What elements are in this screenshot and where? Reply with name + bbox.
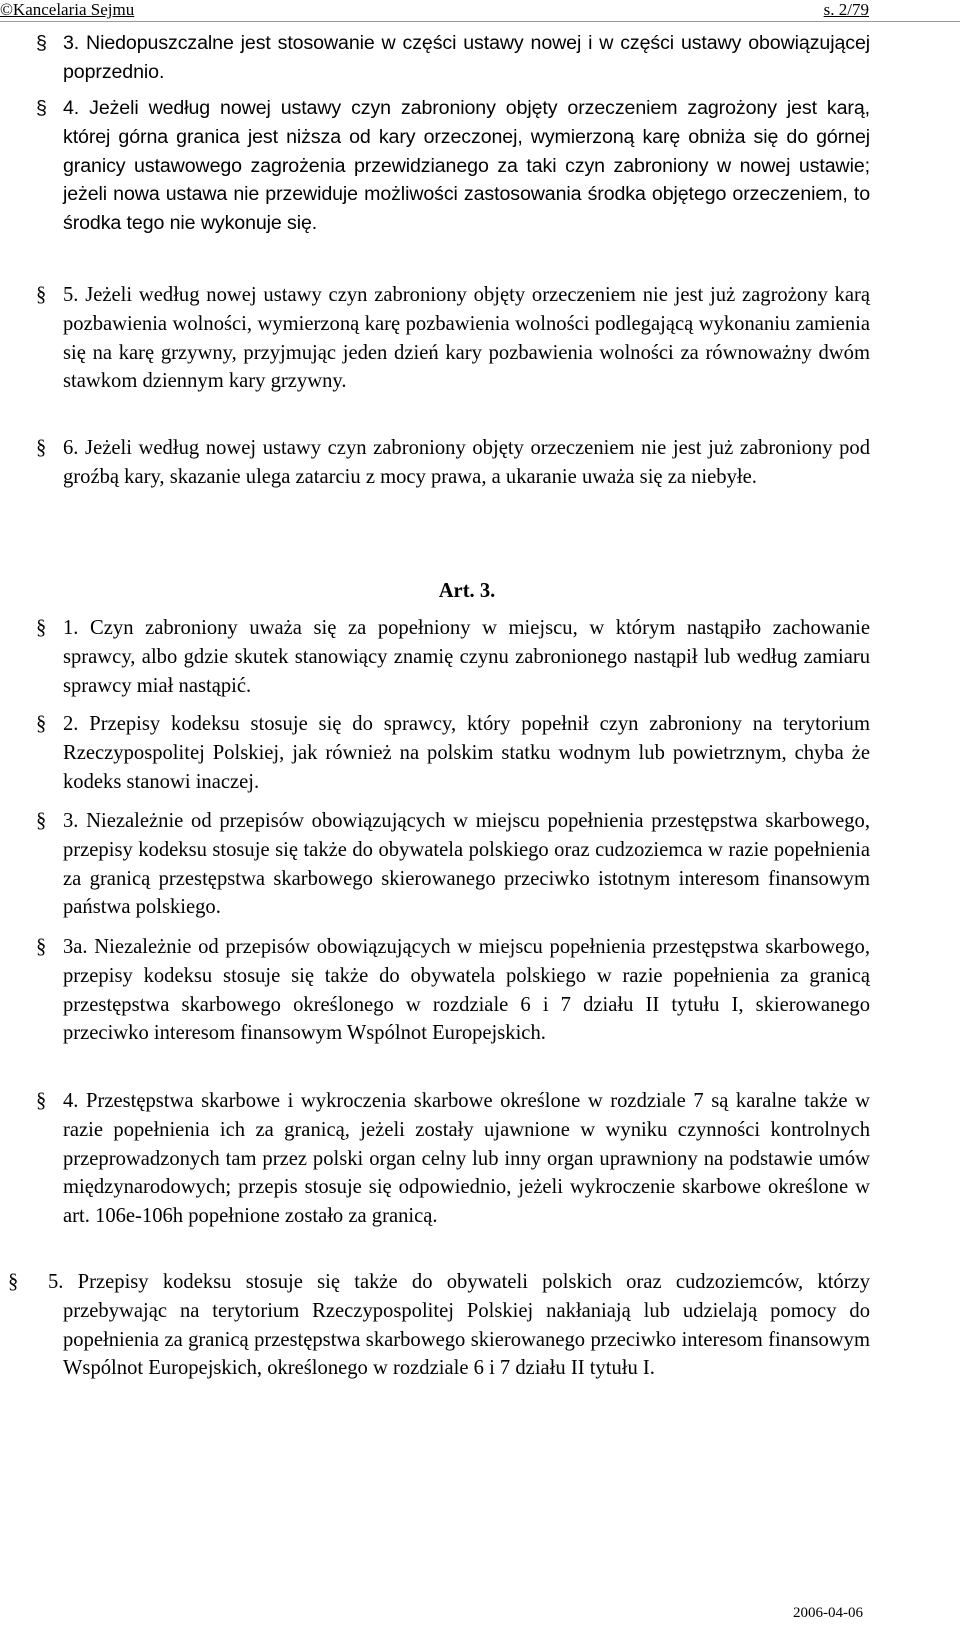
paragraph-2-4 — [36, 94, 870, 238]
paragraph-text: 3. Niedopuszczalne jest stosowanie w części ustawy nowej i w części ustawy obowiązującej poprzednio. — [63, 32, 870, 83]
article-heading: Art. 3. — [438, 580, 496, 602]
paragraph-2-5 — [36, 281, 870, 396]
header-source — [0, 0, 134, 20]
paragraph-3-5 — [8, 1268, 870, 1383]
section-mark: § — [36, 713, 47, 735]
page-number-text: s. 2/79 — [823, 0, 869, 19]
paragraph-text: 2. Przepisy kodeksu stosuje się do sprawcy, który popełnił czyn zabroniony na terytorium Rzeczypospolitej Polskiej, jak również na polskim statku wodnym lub powietrznym, chyba że kodeks stanowi inaczej. — [63, 713, 870, 793]
paragraph-text: 1. Czyn zabroniony uważa się za popełniony w miejscu, w którym nastąpiło zachowanie sprawcy, albo gdzie skutek stanowiący znamię czynu zabronionego nastąpił lub według zamiaru sprawcy miał nastąpić. — [63, 617, 870, 697]
paragraph-text: 5. Przepisy kodeksu stosuje się także do obywateli polskich oraz cudzoziemców, którzy przebywając na terytorium Rzeczypospolitej Polskiej nakłaniają lub udzielają pomocy do popełnienia za granicą przestępstwa skarbowego skierowanego przeciwko interesom finansowym Wspólnot Europejskich, określonego w rozdziale 6 i 7 działu II tytułu I. — [48, 1271, 870, 1380]
paragraph-3-3 — [36, 807, 870, 922]
section-mark: § — [36, 617, 47, 639]
header-page-number — [824, 0, 869, 20]
paragraph-text: 3. Niezależnie od przepisów obowiązujących w miejscu popełnienia przestępstwa skarbowego, przepisy kodeksu stosuje się także do obywatela polskiego oraz cudzoziemca w razie popełnienia za granicą przestępstwa skarbowego skierowanego przeciwko istotnym interesom finansowym państwa polskiego. — [63, 810, 870, 919]
paragraph-2-3 — [36, 29, 870, 87]
paragraph-text: 4. Przestępstwa skarbowe i wykroczenia skarbowe określone w rozdziale 7 są karalne także w razie popełnienia ich za granicą, jeżeli zostały ujawnione w wyniku czynności kontrolnych przeprowadzonych tam przez polski organ celny lub inny organ uprawniony na podstawie umów międzynarodowych; przepis stosuje się odpowiednio, jeżeli wykroczenie skarbowe określone w art. 106e-106h popełnione zostało za granicą. — [63, 1090, 870, 1228]
paragraph-2-6 — [36, 434, 870, 492]
section-mark: § — [8, 1271, 19, 1293]
section-mark: § — [36, 437, 47, 459]
section-mark: § — [36, 1090, 47, 1112]
paragraph-3-4 — [36, 1087, 870, 1231]
section-mark: § — [36, 936, 47, 958]
paragraph-text: 5. Jeżeli według nowej ustawy czyn zabroniony objęty orzeczeniem nie jest już zagrożony karą pozbawienia wolności, wymierzoną karę pozbawienia wolności podlegającą wykonaniu zamienia się na karę grzywny, przyjmując jeden dzień kary pozbawienia wolności za równoważny dwóm stawkom dziennym kary grzywny. — [63, 284, 870, 393]
paragraph-3-3a — [36, 933, 870, 1048]
paragraph-text: 6. Jeżeli według nowej ustawy czyn zabroniony objęty orzeczeniem nie jest już zabroniony pod groźbą kary, skazanie ulega zatarciu z mocy prawa, a ukaranie uważa się za niebyłe. — [63, 437, 870, 488]
paragraph-3-1 — [36, 614, 870, 700]
paragraph-3-2 — [36, 710, 870, 796]
header-source-text: ©Kancelaria Sejmu — [0, 0, 135, 19]
section-mark: § — [36, 32, 47, 54]
section-mark: § — [36, 810, 47, 832]
paragraph-text: 4. Jeżeli według nowej ustawy czyn zabroniony objęty orzeczeniem zagrożony jest karą, której górna granica jest niższa od kary orzeczonej, wymierzoną karę obniża się do górnej granicy ustawowego zagrożenia przewidzianego za taki czyn zabroniony w nowej ustawie; jeżeli nowa ustawa nie przewiduje możliwości zastosowania środka objętego orzeczeniem, to środka tego nie wykonuje się. — [63, 97, 870, 235]
paragraph-text: 3a. Niezależnie od przepisów obowiązujących w miejscu popełnienia przestępstwa skarbowego, przepisy kodeksu stosuje się także do obywatela polskiego w razie popełnienia za granicą przestępstwa skarbowego określonego w rozdziale 6 i 7 działu II tytułu I, skierowanego przeciwko interesom finansowym Wspólnot Europejskich. — [63, 936, 870, 1045]
footer-date: 2006-04-06 — [793, 1605, 863, 1621]
header-divider — [0, 21, 960, 22]
section-mark: § — [36, 97, 47, 119]
section-mark: § — [36, 284, 47, 306]
